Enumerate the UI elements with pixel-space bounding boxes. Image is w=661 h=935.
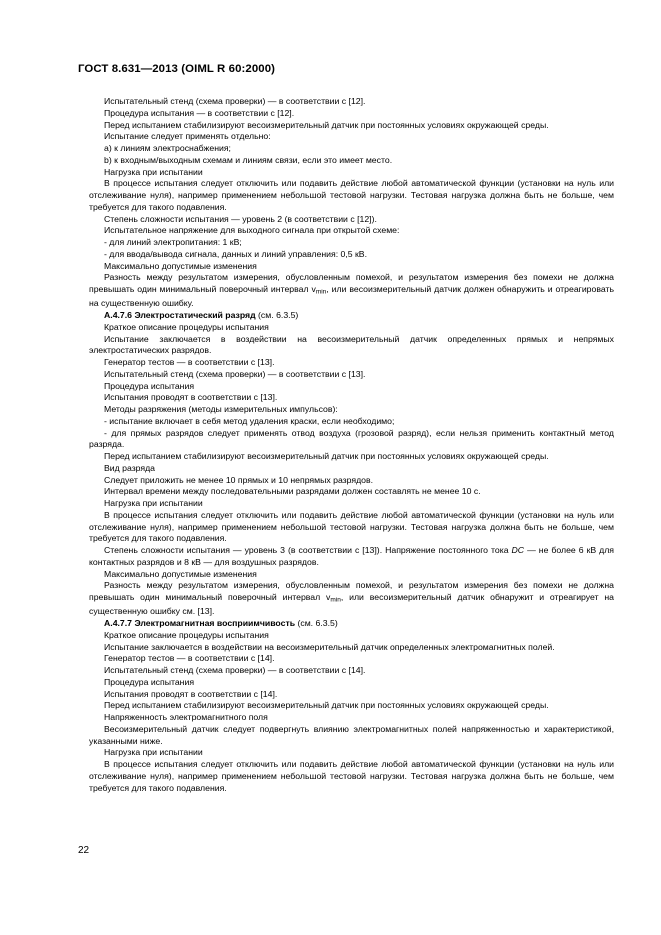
section-heading-a476: [89, 310, 614, 322]
document-header: ГОСТ 8.631—2013 (OIML R 60:2000): [78, 63, 276, 75]
paragraph: Испытательный стенд (схема проверки) — в соответствии с [14].: [104, 665, 366, 675]
section-number: А.4.7.6: [104, 310, 133, 320]
subheading: Краткое описание процедуры испытания: [104, 321, 269, 332]
section-ref: (см. 6.3.5): [295, 618, 338, 628]
section-ref: (см. 6.3.5): [255, 310, 299, 320]
paragraph: Испытания проводят в соответствии с [13].: [104, 392, 278, 403]
paragraph: [89, 545, 614, 569]
section-title: Электромагнитная восприимчивость: [134, 618, 296, 628]
subheading: Нагрузка при испытании: [104, 166, 203, 177]
paragraph: В процессе испытания следует отключить или подавить действие любой автоматической функции (установки на нуль или отслеживание нуля), например применением небольшой тестовой нагрузки. Тестовая нагрузка должна быть не больше, чем требуется для такого подавления.: [89, 178, 614, 212]
subheading: Процедура испытания: [104, 676, 195, 687]
text: Степень сложности испытания — уровень 3 (в соответствии с [13]). Напряжение постоянного тока: [104, 545, 512, 555]
list-item: - для ввода/вывода сигнала, данных и линий управления: 0,5 кВ.: [104, 248, 368, 259]
subheading: Нагрузка при испытании: [104, 747, 203, 758]
italic-term: DC: [511, 545, 525, 555]
paragraph: [89, 272, 614, 310]
paragraph: Следует приложить не менее 10 прямых и 10 непрямых разрядов.: [104, 474, 374, 485]
subheading: Напряженность электромагнитного поля: [104, 712, 268, 722]
paragraph: Весоизмерительный датчик следует подвергнуть влиянию электромагнитных полей напряженностью и характеристикой, указанными ниже.: [89, 723, 614, 746]
subheading: Максимально допустимые изменения: [104, 568, 257, 579]
list-item: b) к входным/выходным схемам и линиям связи, если это имеет место.: [104, 154, 393, 165]
subheading: Максимально допустимые изменения: [104, 260, 257, 271]
paragraph: Перед испытанием стабилизируют весоизмерительный датчик при постоянных условиях окружающей среды.: [104, 700, 549, 711]
paragraph: Испытательный стенд (схема проверки) — в соответствии с [12].: [104, 96, 366, 106]
section-number: А.4.7.7: [104, 618, 133, 628]
subheading: Нагрузка при испытании: [104, 498, 203, 508]
page-number: 22: [78, 845, 90, 856]
paragraph: Процедура испытания — в соответствии с [12].: [104, 107, 295, 118]
text: Разность между результатом измерения, обусловленным помехой, и результатом измерения без помехи не должна превышать один минимальный поверочный интервал v: [89, 580, 614, 602]
text: , или весоизмерительный датчик обнаружит и отреагирует на существенную ошибку см. [13].: [89, 592, 615, 617]
paragraph: Генератор тестов — в соответствии с [14].: [104, 653, 275, 664]
paragraph: В процессе испытания следует отключить или подавить действие любой автоматической функции (установки на нуль или отслеживание нуля), например применением небольшой тестовой нагрузки. Тестовая нагрузка должна быть не больше, чем требуется для такого подавления.: [89, 759, 614, 793]
list-item: - испытание включает в себя метод удаления краски, если необходимо;: [104, 415, 395, 426]
section-title: Электростатический разряд: [134, 310, 256, 320]
paragraph: Испытание следует применять отдельно:: [104, 131, 271, 142]
paragraph: Испытания проводят в соответствии с [14].: [104, 688, 278, 699]
paragraph: Испытательное напряжение для выходного сигнала при открытой схеме:: [104, 225, 400, 236]
document-body: [89, 96, 614, 794]
paragraph: Генератор тестов — в соответствии с [13].: [104, 357, 275, 367]
text: — не более 6 кВ для контактных разрядов и 8 кВ — для воздушных разрядов.: [89, 545, 614, 567]
paragraph: Испытательный стенд (схема проверки) — в соответствии с [13].: [104, 368, 366, 379]
subheading: Краткое описание процедуры испытания: [104, 629, 269, 640]
subheading: Процедура испытания: [104, 380, 195, 391]
list-item: - для прямых разрядов следует применять отвод воздуха (грозовой разряд), если нельзя применить контактный метод разряда.: [89, 427, 614, 450]
list-item: - для линий электропитания: 1 кВ;: [104, 237, 242, 247]
paragraph: Перед испытанием стабилизируют весоизмерительный датчик при постоянных условиях окружающей среды.: [104, 451, 549, 461]
paragraph: Испытание заключается в воздействии на весоизмерительный датчик определенных прямых и непрямых электростатических разрядов.: [89, 333, 614, 356]
paragraph: В процессе испытания следует отключить или подавить действие любой автоматической функции (установки на нуль или отслеживание нуля), например применением небольшой тестовой нагрузки. Тестовая нагрузка должна быть не больше, чем требуется для такого подавления.: [89, 509, 614, 544]
paragraph: Испытание заключается в воздействии на весоизмерительный датчик определенных электромагнитных полей.: [104, 641, 555, 652]
list-item: a) к линиям электроснабжения;: [104, 143, 231, 153]
paragraph: Степень сложности испытания — уровень 2 (в соответствии с [12]).: [104, 213, 377, 224]
text: , или весоизмерительный датчик должен обнаружить и отреагировать на существенную ошибку.: [89, 284, 614, 309]
subscript: min: [315, 288, 327, 296]
paragraph: Методы разряжения (методы измерительных импульсов):: [104, 404, 338, 414]
subscript: min: [330, 596, 341, 604]
paragraph: Перед испытанием стабилизируют весоизмерительный датчик при постоянных условиях окружающей среды.: [104, 119, 549, 130]
subheading: Вид разряда: [104, 462, 156, 473]
paragraph: [89, 580, 614, 618]
section-heading-a477: [89, 618, 614, 630]
text: Разность между результатом измерения, обусловленным помехой, и результатом измерения без помехи не должна превышать один минимальный поверочный интервал v: [89, 272, 614, 294]
paragraph: Интервал времени между последовательными разрядами должен составлять не менее 10 с.: [104, 486, 481, 497]
